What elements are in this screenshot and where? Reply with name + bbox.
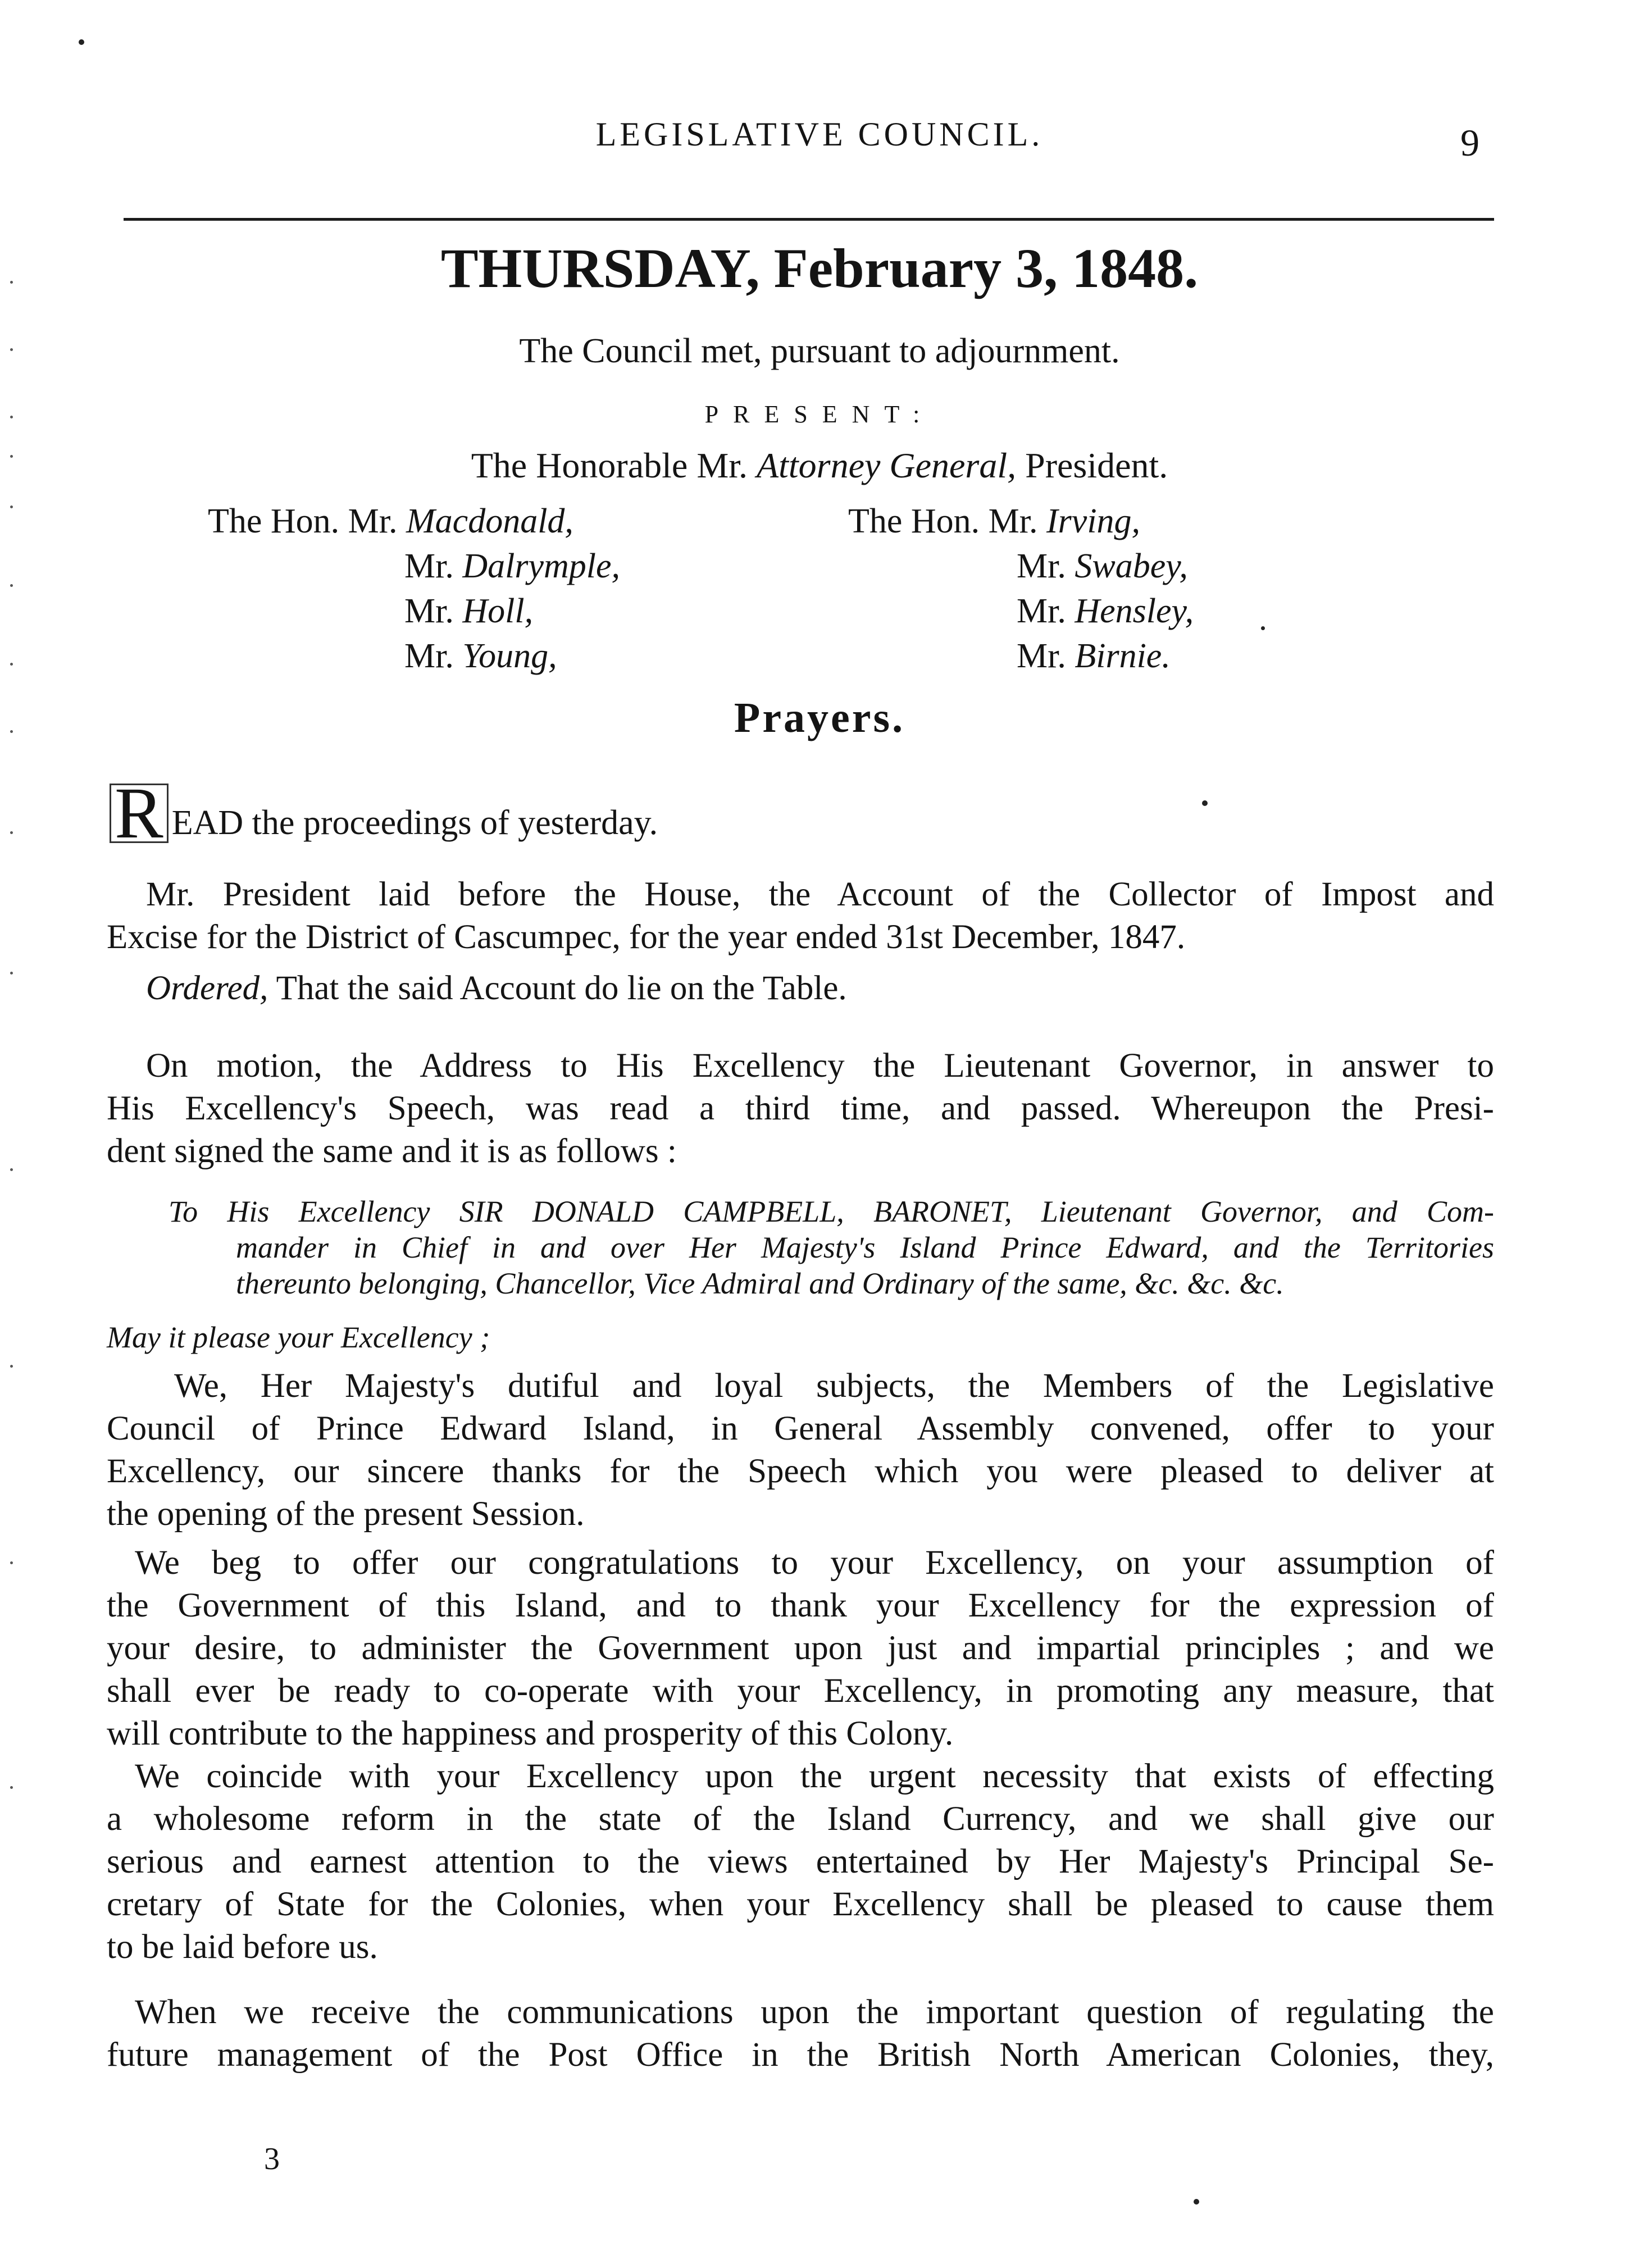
drop-cap: R	[110, 784, 169, 843]
text-line: the opening of the present Session.	[107, 1495, 585, 1533]
member-right-4	[1017, 636, 1171, 676]
ink-speck	[1261, 626, 1265, 630]
member-name: Macdonald,	[406, 502, 573, 540]
header-rule	[124, 218, 1494, 221]
member-left-1	[208, 502, 573, 541]
member-prefix: Mr.	[1017, 637, 1066, 675]
president-name: Attorney General,	[757, 445, 1017, 485]
text-line: We beg to offer our congratulations to your Excellency, on your assumption of	[135, 1544, 1494, 1582]
date-heading: THURSDAY, February 3, 1848.	[440, 237, 1199, 299]
page-number: 9	[1460, 121, 1479, 164]
member-prefix: Mr.	[404, 637, 454, 675]
text-line: serious and earnest attention to the views entertained by Her Majesty's Principal Se-	[107, 1843, 1494, 1880]
ordered-rest: That the said Account do lie on the Table.	[276, 969, 847, 1007]
paragraph-address-2	[107, 1542, 1494, 1755]
text-line: will contribute to the happiness and prosperity of this Colony.	[107, 1715, 954, 1752]
member-prefix: The Hon. Mr.	[208, 502, 398, 540]
member-name: Holl,	[462, 592, 534, 630]
text-line: Council of Prince Edward Island, in General Assembly convened, offer to your	[107, 1410, 1494, 1447]
member-name: Irving,	[1046, 502, 1141, 540]
member-prefix: The Hon. Mr.	[848, 502, 1038, 540]
president-prefix: The Honorable Mr.	[471, 445, 748, 485]
president-line	[0, 445, 1639, 486]
member-left-2	[404, 546, 620, 586]
member-left-4	[404, 636, 557, 676]
text-line: dent signed the same and it is as follows :	[107, 1132, 677, 1170]
read-word: EAD	[171, 804, 244, 842]
salutation: May it please your Excellency ;	[107, 1320, 490, 1354]
member-name: Swabey,	[1075, 547, 1188, 585]
member-right-1	[848, 502, 1140, 541]
text-line: On motion, the Address to His Excellency the Lieutenant Governor, in answer to	[146, 1047, 1494, 1085]
text-line: your desire, to administer the Government upon just and impartial principles ; and we	[107, 1629, 1494, 1667]
council-met-line: The Council met, pursuant to adjournment.	[519, 332, 1120, 370]
text-line: We coincide with your Excellency upon the urgent necessity that exists of effecting	[135, 1757, 1494, 1795]
text-line: cretary of State for the Colonies, when your Excellency shall be pleased to cause them	[107, 1886, 1494, 1923]
member-right-2	[1017, 546, 1188, 586]
ink-speck	[79, 39, 84, 45]
signature-mark: 3	[264, 2142, 280, 2176]
member-prefix: Mr.	[1017, 592, 1066, 630]
text-line: future management of the Post Office in the British North American Colonies, they,	[107, 2036, 1494, 2074]
text-line: shall ever be ready to co-operate with your Excellency, in promoting any measure, that	[107, 1672, 1494, 1710]
text-line: Excellency, our sincere thanks for the Speech which you were pleased to deliver at	[107, 1452, 1494, 1490]
member-name: Hensley,	[1075, 592, 1194, 630]
paragraph-address-1	[107, 1365, 1494, 1536]
text-line: to be laid before us.	[107, 1928, 378, 1966]
text-line: His Excellency's Speech, was read a third time, and passed. Whereupon the Presi-	[107, 1090, 1494, 1127]
paragraph-address-3	[107, 1755, 1494, 1969]
member-left-3	[404, 591, 533, 631]
text-line: Mr. President laid before the House, the Account of the Collector of Impost and	[146, 876, 1494, 913]
margin-dots	[10, 270, 33, 1898]
text-line: a wholesome reform in the state of the Island Currency, and we shall give our	[107, 1800, 1494, 1838]
prayers-heading: Prayers.	[734, 694, 905, 741]
text-line: thereunto belonging, Chancellor, Vice Admiral and Ordinary of the same, &c. &c. &c.	[236, 1267, 1284, 1300]
president-suffix: President.	[1025, 445, 1168, 485]
running-head: LEGISLATIVE COUNCIL.	[595, 116, 1044, 153]
member-right-3	[1017, 591, 1194, 631]
read-proceedings-line	[110, 773, 658, 854]
paragraph-address-4	[107, 1991, 1494, 2076]
ink-speck	[1194, 2199, 1199, 2205]
read-rest: the proceedings of yesterday.	[252, 804, 658, 842]
paragraph-motion	[107, 1045, 1494, 1173]
text-line: the Government of this Island, and to thank your Excellency for the expression of	[107, 1587, 1494, 1624]
text-line: Excise for the District of Cascumpec, for the year ended 31st December, 1847.	[107, 918, 1186, 956]
text-line: When we receive the communications upon the important question of regulating the	[135, 1993, 1494, 2031]
text-line: To His Excellency SIR DONALD CAMPBELL, BARONET, Lieutenant Governor, and Com-	[169, 1195, 1494, 1228]
text-line: mander in Chief in and over Her Majesty's Island Prince Edward, and the Territories	[236, 1231, 1494, 1264]
member-name: Young,	[462, 637, 557, 675]
member-prefix: Mr.	[1017, 547, 1066, 585]
ordered-italic: Ordered,	[146, 969, 268, 1007]
ink-speck	[1202, 800, 1208, 806]
text-line: We, Her Majesty's dutiful and loyal subjects, the Members of the Legislative	[174, 1367, 1494, 1405]
address-heading	[169, 1194, 1494, 1301]
member-prefix: Mr.	[404, 547, 454, 585]
member-name: Birnie.	[1075, 637, 1171, 675]
member-prefix: Mr.	[404, 592, 454, 630]
member-name: Dalrymple,	[462, 547, 621, 585]
paragraph-account	[107, 873, 1494, 959]
ordered-line	[146, 969, 847, 1008]
present-label: PRESENT:	[704, 400, 935, 428]
